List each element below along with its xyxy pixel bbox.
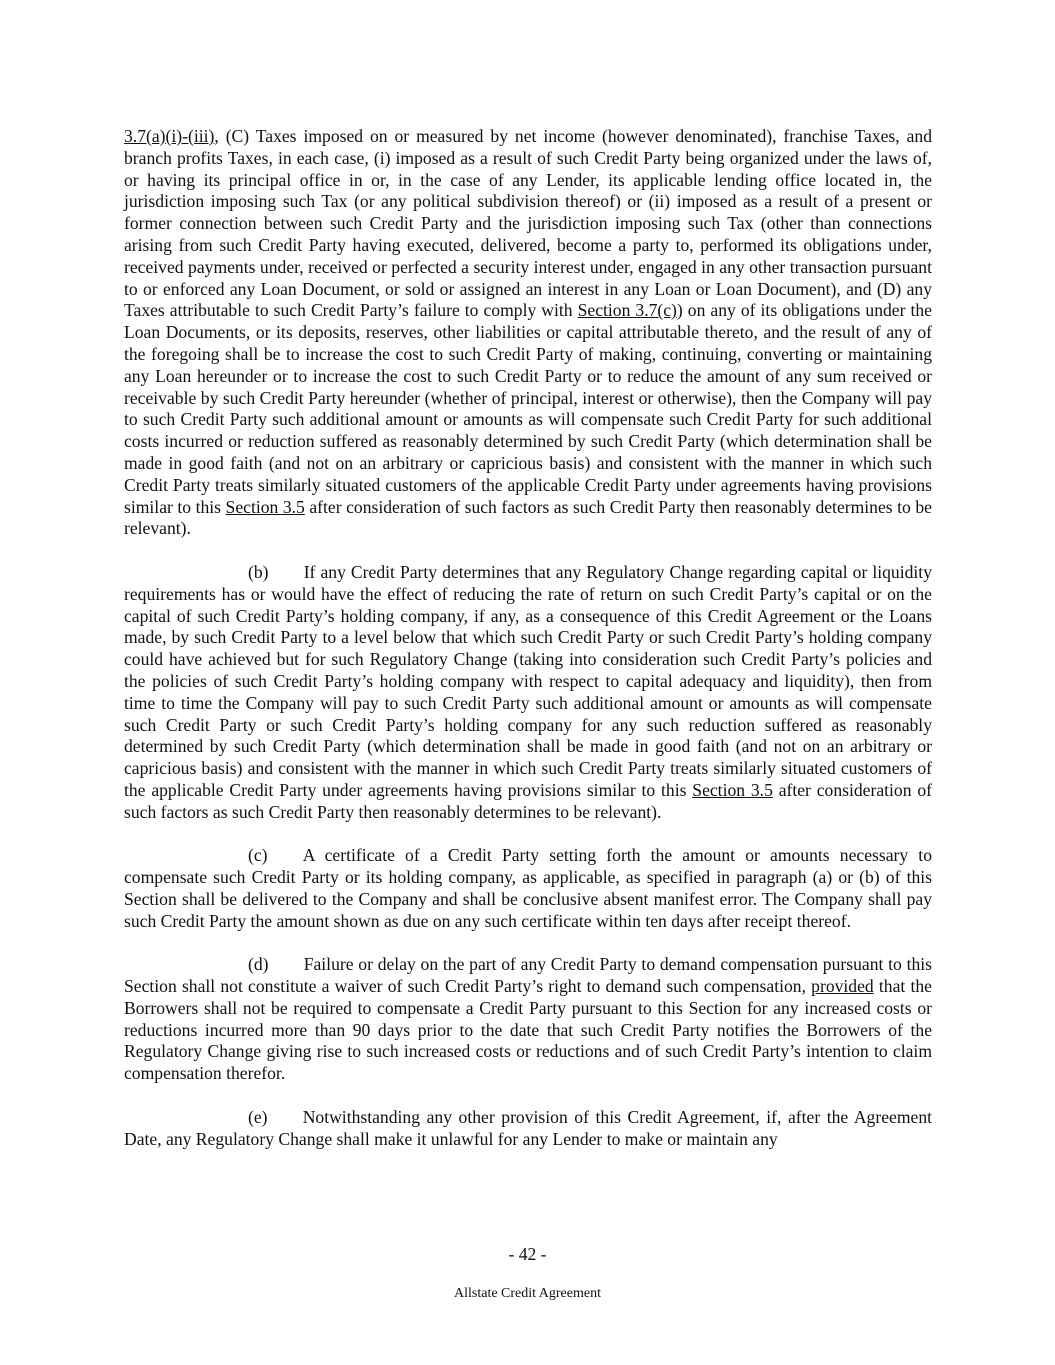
cross-reference-link: 3.7(a)(i)-(iii) bbox=[124, 126, 215, 146]
paragraph-d bbox=[124, 954, 932, 1085]
paragraph-text: , (C) Taxes imposed on or measured by net income (however denominated), franchise Taxes, and branch profits Taxes, in each case, (i) imposed as a result of such Credit Party being organized under the laws of, or having its principal office in or, in the case of any Lender, its applicable lending office located in, the jurisdiction imposing such Tax (or any political subdivision thereof) or (ii) imposed as a result of a present or former connection between such Credit Party and the jurisdiction imposing such Tax (other than connections arising from such Credit Party having executed, delivered, become a party to, performed its obligations under, received payments under, received or perfected a security interest under, engaged in any other transaction pursuant to or enforced any Loan Document, or sold or assigned an interest in any Loan or Loan Document), and (D) any Taxes attributable to such Credit Party’s failure to comply with bbox=[124, 126, 932, 321]
document-body bbox=[124, 126, 932, 1172]
paragraph-a-continued bbox=[124, 126, 932, 540]
document-footer: Allstate Credit Agreement bbox=[454, 1286, 601, 1301]
paragraph-text: after consideration of such factors as such Credit Party then reasonably determines to be relevant). bbox=[124, 496, 932, 539]
page-number: - 42 - bbox=[508, 1244, 547, 1264]
paragraph-text: after consideration of such factors as such Credit Party then reasonably determines to be relevant). bbox=[124, 779, 932, 822]
paragraph-b bbox=[124, 562, 932, 824]
cross-reference-link: Section 3.5 bbox=[692, 779, 773, 800]
paragraph-text: (d) Failure or delay on the part of any Credit Party to demand compensation pursuant to this Section shall not constitute a waiver of such Credit Party’s right to demand such compensation, bbox=[124, 954, 932, 997]
paragraph-c bbox=[124, 845, 932, 932]
cross-reference-link: Section 3.7(c) bbox=[577, 300, 677, 321]
provided-emphasis: provided bbox=[811, 976, 874, 997]
paragraph-text: (c) A certificate of a Credit Party setting forth the amount or amounts necessary to compensate such Credit Party or its holding company, as applicable, as specified in paragraph (a) or (b) of this Section shall be delivered to the Company and shall be conclusive absent manifest error. The Company shall pay such Credit Party the amount shown as due on any such certificate within ten days after receipt thereof. bbox=[124, 845, 932, 931]
paragraph-text: (e) Notwithstanding any other provision of this Credit Agreement, if, after the Agreement Date, any Regulatory Change shall make it unlawful for any Lender to make or maintain any bbox=[124, 1106, 932, 1149]
cross-reference-link: Section 3.5 bbox=[225, 496, 305, 517]
paragraph-text: that the Borrowers shall not be required to compensate a Credit Party pursuant to this Section for any increased costs or reductions incurred more than 90 days prior to the date that such Credit Party notifies the Borrowers of the Regulatory Change giving rise to such increased costs or reductions and of such Credit Party’s intention to claim compensation therefor. bbox=[124, 976, 932, 1084]
paragraph-text: ) on any of its obligations under the Loan Documents, or its deposits, reserves, other liabilities or capital attributable thereto, and the result of any of the foregoing shall be to increase the cost to such Credit Party of making, continuing, converting or maintaining any Loan hereunder or to increase the cost to such Credit Party or to reduce the amount of any sum received or receivable by such Credit Party hereunder (whether of principal, interest or otherwise), then the Company will pay to such Credit Party such additional amount or amounts as will compensate such Credit Party for such additional costs incurred or reduction suffered as reasonably determined by such Credit Party (which determination shall be made in good faith (and not on an arbitrary or capricious basis) and consistent with the manner in which such Credit Party treats similarly situated customers of the applicable Credit Party under agreements having provisions similar to this bbox=[124, 300, 932, 517]
paragraph-text: (b) If any Credit Party determines that any Regulatory Change regarding capital or liquidity requirements has or would have the effect of reducing the rate of return on such Credit Party’s capital or on the capital of such Credit Party’s holding company, if any, as a consequence of this Credit Agreement or the Loans made, by such Credit Party to a level below that which such Credit Party or such Credit Party’s holding company could have achieved but for such Regulatory Change (taking into consideration such Credit Party’s policies and the policies of such Credit Party’s holding company with respect to capital adequacy and liquidity), then from time to time the Company will pay to such Credit Party such additional amount or amounts as will compensate such Credit Party or such Credit Party’s holding company for any such reduction suffered as reasonably determined by such Credit Party (which determination shall be made in good faith (and not on an arbitrary or capricious basis) and consistent with the manner in which such Credit Party treats similarly situated customers of the applicable Credit Party under agreements having provisions similar to this bbox=[124, 561, 932, 800]
paragraph-e bbox=[124, 1107, 932, 1151]
